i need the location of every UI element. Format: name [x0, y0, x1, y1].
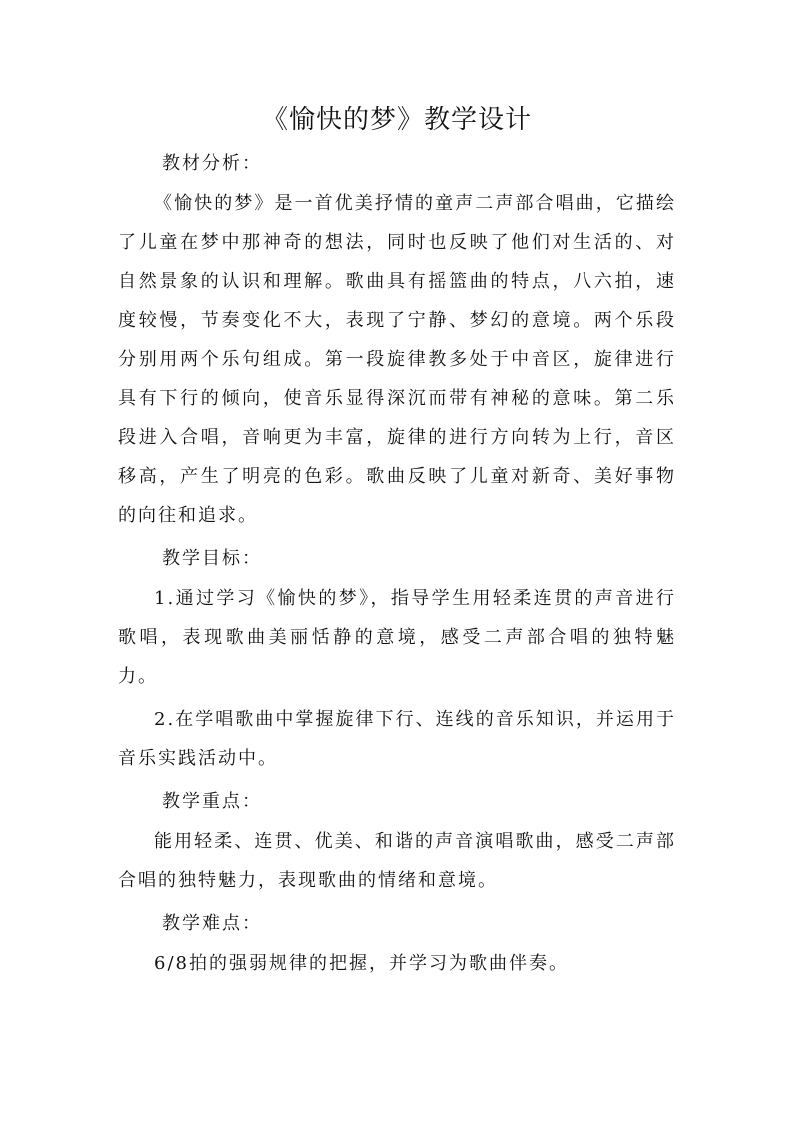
section-paragraph: 能用轻柔、连贯、优美、和谐的声音演唱歌曲，感受二声部合唱的独特魅力，表现歌曲的情绪和意境。 [118, 831, 676, 891]
section-heading: 教材分析： [162, 153, 262, 174]
section-teaching-difficulty [118, 904, 676, 983]
section-heading: 教学重点： [162, 791, 262, 812]
section-paragraph: 6/8拍的强弱规律的把握，并学习为歌曲伴奏。 [154, 953, 569, 974]
section-paragraph: 2.在学唱歌曲中掌握旋律下行、连线的音乐知识，并运用于音乐实践活动中。 [118, 709, 676, 769]
section-paragraph: 《愉快的梦》是一首优美抒情的童声二声部合唱曲，它描绘了儿童在梦中那神奇的想法，同时也反映了他们对生活的、对自然景象的认识和理解。歌曲具有摇篮曲的特点，八六拍，速度较慢，节奏变化不大，表现了宁静、梦幻的意境。两个乐段分别用两个乐句组成。第一段旋律教多处于中音区，旋律进行具有下行的倾向，使音乐显得深沉而带有神秘的意味。第二乐段进入合唱，音响更为丰富，旋律的进行方向转为上行，音区移高，产生了明亮的色彩。歌曲反映了儿童对新奇、美好事物的向往和追求。 [118, 193, 676, 526]
section-heading: 教学难点： [162, 913, 262, 934]
section-heading: 教学目标： [162, 548, 262, 569]
section-textbook-analysis [118, 144, 676, 535]
section-paragraph: 1.通过学习《愉快的梦》，指导学生用轻柔连贯的声音进行歌唱，表现歌曲美丽恬静的意境，感受二声部合唱的独特魅力。 [118, 588, 676, 687]
document-title: 《愉快的梦》教学设计 [261, 105, 532, 135]
section-teaching-focus [118, 782, 676, 900]
section-teaching-objectives [118, 539, 676, 778]
